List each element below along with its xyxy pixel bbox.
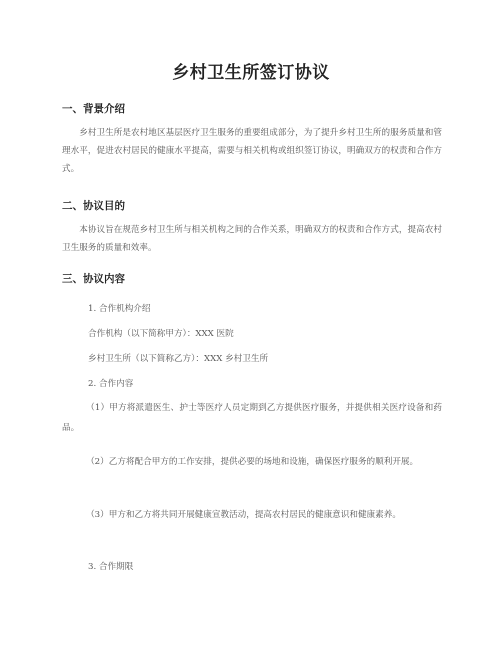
list-item: 3. 合作期限 <box>88 562 134 572</box>
list-item: 1. 合作机构介绍 <box>88 304 151 314</box>
list-item: 合作机构（以下简称甲方）：XXX 医院 <box>88 329 234 339</box>
section-body-purpose: 本协议旨在规范乡村卫生所与相关机构之间的合作关系，明确双方的权责和合作方式，提高农村卫生服务的质量和效率。 <box>62 225 442 253</box>
list-item: （2）乙方将配合甲方的工作安排，提供必要的场地和设施，确保医疗服务的顺利开展。 <box>86 457 419 467</box>
section-heading-background: 一、背景介绍 <box>62 103 125 115</box>
section-body-background: 乡村卫生所是农村地区基层医疗卫生服务的重要组成部分，为了提升乡村卫生所的服务质量和管理水平，促进农村居民的健康水平提高，需要与相关机构或组织签订协议，明确双方的权责和合作方式。 <box>62 128 442 174</box>
list-item: 2. 合作内容 <box>88 379 134 389</box>
list-item: 乡村卫生所（以下简称乙方）：XXX 乡村卫生所 <box>88 354 269 364</box>
section-heading-purpose: 二、协议目的 <box>62 200 125 212</box>
document-title: 乡村卫生所签订协议 <box>172 63 330 83</box>
section-heading-content: 三、协议内容 <box>62 273 125 285</box>
list-item: （3）甲方和乙方将共同开展健康宣教活动，提高农村居民的健康意识和健康素养。 <box>86 510 401 520</box>
list-item: （1）甲方将派遣医生、护士等医疗人员定期到乙方提供医疗服务，并提供相关医疗设备和药品。 <box>62 403 442 433</box>
